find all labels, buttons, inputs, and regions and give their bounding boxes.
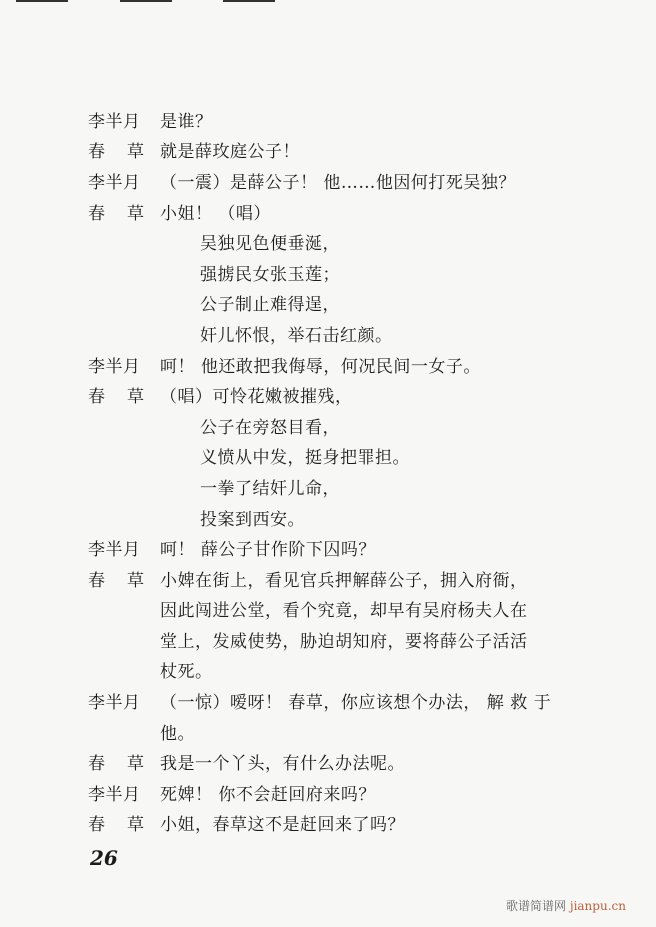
speaker-name: 李半月 xyxy=(88,693,141,714)
dialogue-line xyxy=(88,257,568,288)
dialogue-text: 因此闯进公堂，看个究竟，却早有吴府杨夫人在 xyxy=(160,601,528,622)
dialogue-text: （一震）是薛公子！ 他……他因何打死吴独？ xyxy=(160,172,516,193)
scan-edge-mark xyxy=(223,0,275,2)
dialogue-line xyxy=(88,165,568,196)
watermark-cn: 歌谱简谱网 xyxy=(506,899,567,913)
dialogue-text: 呵！ 他还敢把我侮辱，何况民间一女子。 xyxy=(160,356,481,377)
dialogue-text: （一惊）嗳呀！ 春草，你应该想个办法， 解 救 于 xyxy=(160,693,552,714)
speaker-name: 春草 xyxy=(88,754,166,775)
speaker-name: 李半月 xyxy=(88,540,141,561)
dialogue-line xyxy=(88,563,568,594)
dialogue-text: 死婢！ 你不会赶回府来吗？ xyxy=(160,784,376,805)
dialogue-line xyxy=(88,655,568,686)
dialogue-line xyxy=(88,135,568,166)
speaker-name: 李半月 xyxy=(88,172,141,193)
dialogue-line xyxy=(88,777,568,808)
dialogue-text: 吴独见色便垂涎， xyxy=(200,234,340,255)
dialogue-text: 就是薛玫庭公子！ xyxy=(160,142,300,163)
dialogue-text: 杖死。 xyxy=(160,662,213,683)
dialogue-text: 他。 xyxy=(160,723,195,744)
dialogue-text: 投案到西安。 xyxy=(200,509,305,530)
dialogue-line xyxy=(88,594,568,625)
dialogue-text: 堂上，发威使势，胁迫胡知府，要将薛公子活活 xyxy=(160,631,528,652)
dialogue-line xyxy=(88,318,568,349)
speaker-name: 李半月 xyxy=(88,111,141,132)
dialogue-text: 小姐！ （唱） xyxy=(160,203,271,224)
dialogue-text: 呵！ 薛公子甘作阶下囚吗？ xyxy=(160,540,376,561)
dialogue-line xyxy=(88,685,568,716)
dialogue-text: 奸儿怀恨，举石击红颜。 xyxy=(200,325,393,346)
dialogue-line xyxy=(88,441,568,472)
dialogue-line xyxy=(88,288,568,319)
watermark-url: jianpu.cn xyxy=(569,899,626,913)
page-number: 26 xyxy=(90,846,118,870)
scan-edge-mark xyxy=(16,0,68,2)
speaker-name: 李半月 xyxy=(88,356,141,377)
script-body xyxy=(88,104,568,838)
dialogue-text: 小姐，春草这不是赶回来了吗？ xyxy=(160,815,405,836)
dialogue-text: 公子在旁怒目看， xyxy=(200,417,340,438)
dialogue-text: （唱）可怜花嫩被摧残， xyxy=(160,387,353,408)
dialogue-text: 义愤从中发，挺身把罪担。 xyxy=(200,448,410,469)
dialogue-line xyxy=(88,410,568,441)
speaker-name: 春草 xyxy=(88,570,166,591)
dialogue-line xyxy=(88,471,568,502)
dialogue-line xyxy=(88,716,568,747)
dialogue-line xyxy=(88,104,568,135)
dialogue-text: 强掳民女张玉莲； xyxy=(200,264,340,285)
dialogue-line xyxy=(88,196,568,227)
dialogue-line xyxy=(88,379,568,410)
dialogue-text: 小婢在街上，看见官兵押解薛公子，拥入府衙， xyxy=(160,570,528,591)
dialogue-text: 公子制止难得逞， xyxy=(200,295,340,316)
dialogue-line xyxy=(88,532,568,563)
speaker-name: 李半月 xyxy=(88,784,141,805)
speaker-name: 春草 xyxy=(88,203,166,224)
speaker-name: 春草 xyxy=(88,387,166,408)
speaker-name: 春草 xyxy=(88,815,166,836)
watermark xyxy=(506,897,626,914)
dialogue-line xyxy=(88,226,568,257)
dialogue-text: 是谁？ xyxy=(160,111,213,132)
dialogue-line xyxy=(88,746,568,777)
dialogue-line xyxy=(88,624,568,655)
speaker-name: 春草 xyxy=(88,142,166,163)
dialogue-text: 我是一个丫头，有什么办法呢。 xyxy=(160,754,405,775)
scan-edge-mark xyxy=(120,0,172,2)
dialogue-line xyxy=(88,502,568,533)
dialogue-line xyxy=(88,349,568,380)
dialogue-text: 一拳了结奸儿命， xyxy=(200,478,340,499)
dialogue-line xyxy=(88,808,568,839)
